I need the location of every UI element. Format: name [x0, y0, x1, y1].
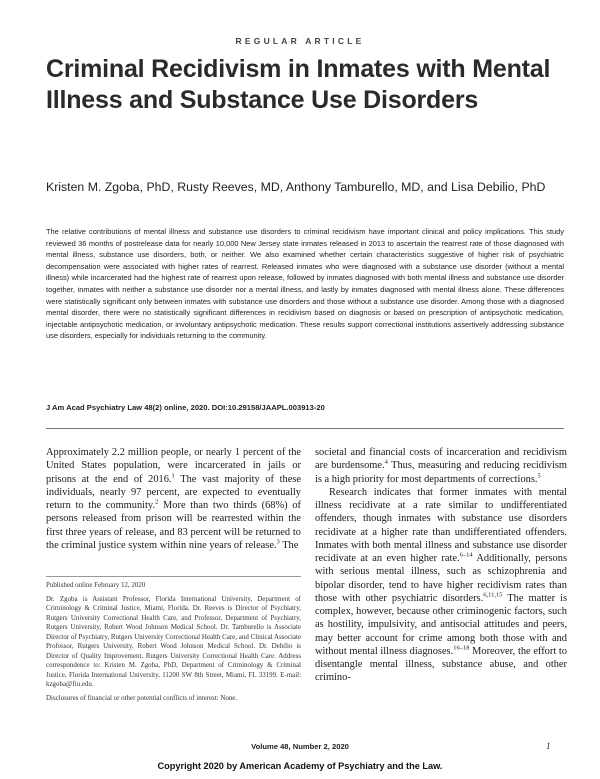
- author-list: Kristen M. Zgoba, PhD, Rusty Reeves, MD, Anthony Tamburello, MD, and Lisa Debilio, PhD: [46, 180, 546, 194]
- reference-marker[interactable]: 6–14: [459, 551, 473, 559]
- volume-info: Volume 48, Number 2, 2020: [251, 742, 349, 751]
- reference-marker[interactable]: 6,11,15: [483, 591, 503, 599]
- body-column-right: [315, 446, 567, 685]
- section-label: REGULAR ARTICLE: [235, 36, 365, 46]
- reference-marker[interactable]: 2: [155, 498, 159, 506]
- publication-date: Published online February 12, 2020: [46, 581, 146, 589]
- reference-marker[interactable]: 16–18: [453, 644, 470, 652]
- reference-marker[interactable]: 3: [276, 538, 280, 546]
- disclosures: Disclosures of financial or other potential conflicts of interest: None.: [46, 693, 238, 702]
- page-number: 1: [546, 741, 551, 751]
- footnotes: [46, 581, 301, 707]
- body-paragraph: Research indicates that former inmates with mental illness recidivate at a rate similar to undifferentiated offenders, though inmates with substance use disorders recidivate at a higher rate than undifferentiated offenders. Inmates with both mental illness and substance use disorder recidivate at an even higher rate.$^{6-14}$ Additionally, persons with serious mental illness, such as schizophrenia and bipolar disorder, tend to have higher recidivism rates than those with other psychiatric disorders.$^{6,11,15}$ The matter is complex, however, because other criminogenic factors, such as hostility, impulsivity, and antisocial attitudes and peers, may better account for crime among both those with and without mental illness diagnoses.$^{16-18}$ Moreover, the effort to disentangle mental illness, substance abuse, and other crimino-: [315, 486, 568, 684]
- copyright-notice: Copyright 2020 by American Academy of Psychiatry and the Law.: [157, 761, 443, 771]
- reference-marker[interactable]: 5: [537, 472, 541, 480]
- divider: [46, 428, 564, 429]
- reference-marker[interactable]: 1: [171, 472, 175, 480]
- citation-line: J Am Acad Psychiatry Law 48(2) online, 2020. DOI:10.29158/JAAPL.003913-20: [46, 403, 325, 412]
- author-affiliations: Dr. Zgoba is Assistant Professor, Florida International University, Department of Criminology & Criminal Justice, Miami, Florida. Dr. Reeves is Director of Psychiatry, Rutgers University Correctional Health Care, and Professor, Department of Psychiatry, Rutgers University, Robert Wood Johnson Medical School. Dr. Tamburello is Associate Director of Psychiatry, Rutgers University Correctional Health Care, and Clinical Associate Professor, Rutgers University, Robert Wood Johnson Medical School. Dr. Debilio is Director of Quality Improvement, Rutgers University Correctional Health Care. Address correspondence to: Kristen M. Zgoba, PhD, Department of Criminology & Criminal Justice, Florida International University, 11200 SW 8th Street, Miami, FL 33199. E-mail: kzgoba@fiu.edu.: [46, 594, 301, 688]
- abstract: The relative contributions of mental illness and substance use disorders to criminal recidivism have important clinical and policy implications. This study reviewed 36 months of postrelease data for nearly 10,000 New Jersey state inmates released in 2013 to ascertain the rearrest rate of those diagnosed with mental illness, substance use disorders, both, or neither. We also examined whether certain characteristics suggestive of higher risk of psychiatric decompensation were associated with higher rates of rearrest. Released inmates who were diagnosed with a substance use disorder (without a mental illness) while incarcerated had the highest rate of rearrest upon release, followed by inmates diagnosed with both mental illness and substance use disorder together, inmates with neither a substance use disorder nor a mental illness, and lastly by inmates diagnosed with mental illness alone. These differences were statistically significant only between inmates with substance use disorders and those without a substance use disorder. Among those with a diagnosed mental disorder, there were no statistically significant differences in recidivism based on diagnosis or based on prescription of antipsychotic medication, injectable antipsychotic medication, or involuntary antipsychotic medication. These results support correctional institutions assertively addressing substance use disorders, especially for individuals returning to the community.: [46, 227, 564, 341]
- reference-marker[interactable]: 4: [384, 458, 388, 466]
- body-column-left: [46, 446, 301, 552]
- body-paragraph: Approximately 2.2 million people, or nearly 1 percent of the United States population, were incarcerated in jails or prisons at the end of 2016.$^1$ The vast majority of these individuals, nearly 97 percent, are expected to eventually return to the community.$^2$ More than two thirds (68%) of persons released from prison will be rearrested within the first three years of release, and 83 percent will be returned to the criminal justice system within nine years of release.$^3$ The: [46, 447, 302, 551]
- body-paragraph: societal and financial costs of incarceration and recidivism are burdensome.$^4$ Thus, measuring and reducing recidivism is a high priority for most departments of corrections.$^5$: [315, 447, 567, 485]
- article-title: Criminal Recidivism in Inmates with Mental Illness and Substance Use Disorders: [46, 55, 551, 114]
- footnote-divider: [46, 576, 301, 577]
